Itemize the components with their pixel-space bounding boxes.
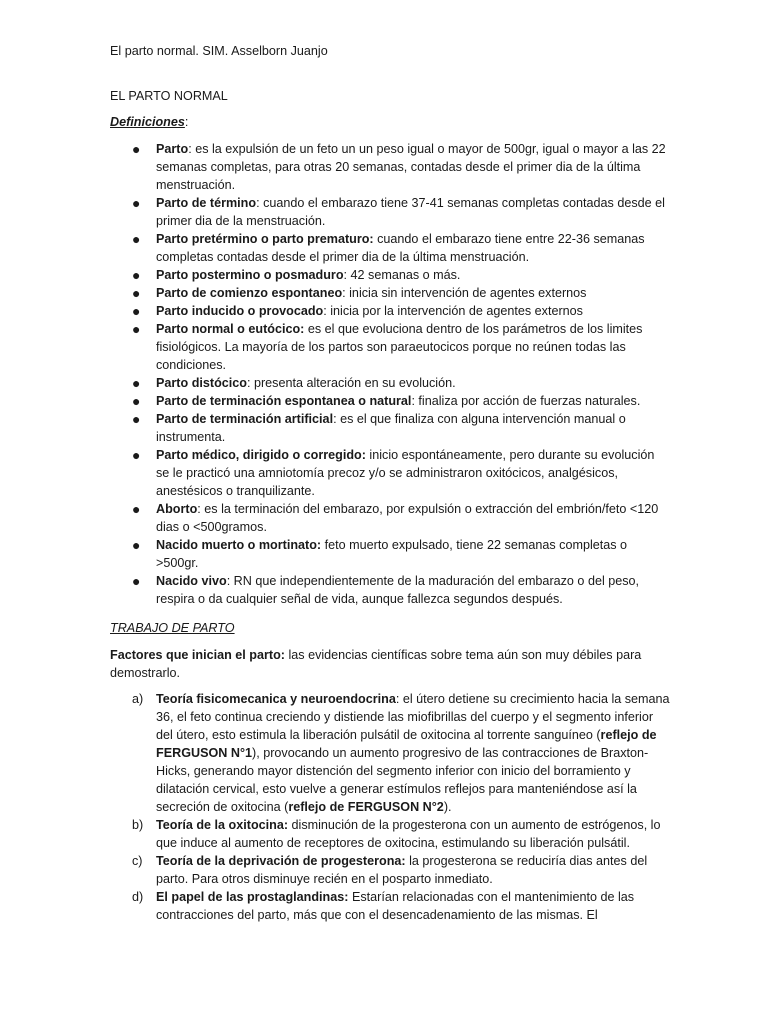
list-item [110,230,670,266]
definition-text: cuando el embarazo tiene entre 22-36 semanas completas contadas desde el primer dia de la última menstruación. [156,232,645,264]
bullet-icon: ● [132,537,141,553]
list-item [110,536,670,572]
definition-term: Parto de terminación espontanea o natural [156,394,412,408]
definition-text: es el que evoluciona dentro de los parámetros de los limites fisiológicos. La mayoría de los partos son paraeutocicos porque no reúnen todas las condiciones. [156,322,643,372]
theory-term: El papel de las prostaglandinas: [156,890,349,904]
bullet-icon: ● [132,375,141,391]
list-item [110,140,670,194]
definition-term: Parto pretérmino o parto prematuro: [156,232,374,246]
trabajo-heading [110,619,235,637]
theory-term: Teoría de la oxitocina: [156,818,289,832]
list-item [110,888,670,924]
theory-term: Teoría de la deprivación de progesterona: [156,854,406,868]
definition-term: Parto de término [156,196,257,210]
list-marker: a) [132,692,144,706]
definition-term: Aborto [156,502,198,516]
definition-term: Parto postermino o posmaduro [156,268,344,282]
definition-term: Parto normal o eutócico: [156,322,305,336]
list-item [110,410,670,446]
definition-text: : 42 semanas o más. [343,268,461,282]
definition-term: Parto de terminación artificial [156,412,334,426]
theory-term: Teoría fisicomecanica y neuroendocrina [156,692,396,706]
bullet-icon: ● [132,195,141,211]
definition-text: : cuando el embarazo tiene 37-41 semanas completas contadas desde el primer dia de la menstruación. [156,196,665,228]
list-marker: d) [132,890,144,904]
list-item [110,266,670,284]
list-item [110,852,670,888]
page-header: El parto normal. SIM. Asselborn Juanjo [110,44,328,58]
definitions-heading [110,113,188,131]
definition-term: Parto [156,142,189,156]
bullet-icon: ● [132,321,141,337]
theory-text: disminución de la progesterona con un aumento de estrógenos, lo que induce al aumento de receptores de oxitocina, estimulando su liberación pulsátil. [156,818,661,850]
theory-text: Estarían relacionadas con el mantenimiento de las contracciones del parto, más que con el desencadenamiento de las mismas. El [156,890,635,922]
bullet-icon: ● [132,501,141,517]
theory-text: la progesterona se reduciría dias antes del parto. Para otros disminuye recién en el posparto inmediato. [156,854,648,886]
list-item [110,284,670,302]
bullet-icon: ● [132,393,141,409]
list-item [110,500,670,536]
bullet-icon: ● [132,267,141,283]
bullet-icon: ● [132,447,141,463]
bullet-icon: ● [132,303,141,319]
definitions-heading-colon: : [184,115,189,129]
definition-term: Parto médico, dirigido o corregido: [156,448,366,462]
definition-text: : es la expulsión de un feto un un peso igual o mayor de 500gr, igual o mayor a las 22 semanas completas, para otras 20 semanas, contadas desde el primer dia de la última menstruación. [156,142,666,192]
definition-text: : inicia por la intervención de agentes externos [323,304,583,318]
definition-text: : presenta alteración en su evolución. [246,376,456,390]
bullet-icon: ● [132,141,141,157]
list-item [110,374,670,392]
theories-list [110,690,670,924]
definition-term: Parto distócico [156,376,247,390]
theory-text: ), provocando un aumento progresivo de las contracciones de Braxton-Hicks, generando mayor distención del segmento inferior con inicio del borramiento y dilatación cervical, esto vuelve a generar estímulos reflejos para manteniéndose así la secreción de oxitocina ( [156,746,649,814]
factores-paragraph [110,646,660,682]
definition-term: Nacido vivo [156,574,227,588]
factores-text: las evidencias científicas sobre tema aún son muy débiles para demostrarlo. [110,648,642,680]
list-marker: c) [132,854,143,868]
definition-term: Parto de comienzo espontaneo [156,286,343,300]
definitions-heading-text: Definiciones [110,115,185,129]
list-marker: b) [132,818,144,832]
list-item [110,320,670,374]
bullet-icon: ● [132,573,141,589]
list-item [110,392,670,410]
theory-bold: reflejo de FERGUSON N°2 [288,800,444,814]
definition-text: inicio espontáneamente, pero durante su evolución se le practicó una amniotomía precoz y/o se administraron oxitócicos, analgésicos, anestésicos o tranquilizante. [156,448,655,498]
definition-text: : inicia sin intervención de agentes externos [342,286,587,300]
list-item [110,572,670,608]
factores-term: Factores que inician el parto: [110,648,285,662]
definition-text: : es el que finaliza con alguna intervención manual o instrumenta. [156,412,626,444]
theory-text: ). [443,800,452,814]
definitions-list [110,140,670,608]
bullet-icon: ● [132,285,141,301]
list-item [110,816,670,852]
definition-text: : RN que independientemente de la maduración del embarazo o del peso, respira o da cualquier señal de vida, aunque fallezca segundos después. [156,574,640,606]
definition-term: Nacido muerto o mortinato: [156,538,322,552]
list-item [110,194,670,230]
theory-text: : el útero detiene su crecimiento hacia la semana 36, el feto continua creciendo y distiende las miofibrillas del cuerpo y el segmento inferior del útero, esto estimula la liberación pulsátil de oxitocina al torrente sanguíneo ( [156,692,670,742]
bullet-icon: ● [132,231,141,247]
list-item [110,690,670,816]
theory-bold: reflejo de FERGUSON N°1 [156,728,657,760]
definition-text: : es la terminación del embarazo, por expulsión o extracción del embrión/feto <120 dias o <500gramos. [156,502,659,534]
bullet-icon: ● [132,411,141,427]
definition-term: Parto inducido o provocado [156,304,324,318]
page-title: EL PARTO NORMAL [110,89,228,103]
list-item [110,302,670,320]
list-item [110,446,670,500]
definition-text: feto muerto expulsado, tiene 22 semanas completas o >500gr. [156,538,628,570]
definition-text: : finaliza por acción de fuerzas naturales. [411,394,641,408]
trabajo-heading-text: TRABAJO DE PARTO [110,621,235,635]
